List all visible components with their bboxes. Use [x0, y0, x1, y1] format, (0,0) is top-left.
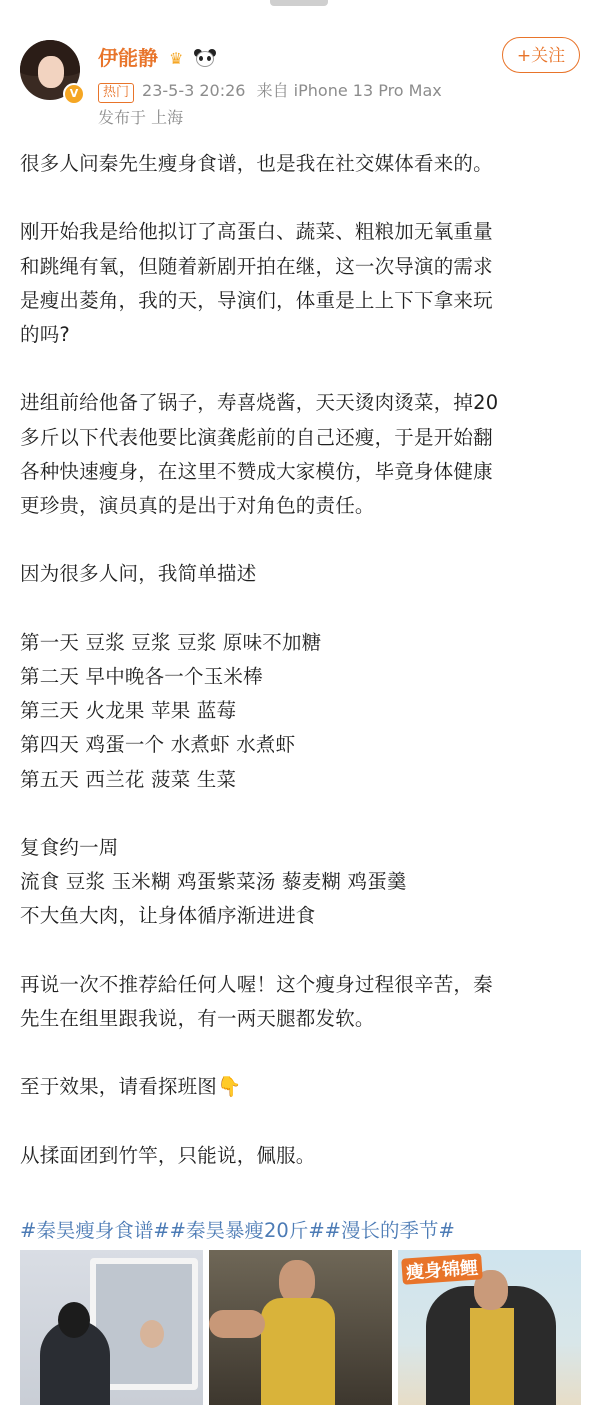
reflection-head: [140, 1320, 164, 1348]
post-content: [20, 147, 585, 1173]
post-image-3[interactable]: [398, 1250, 581, 1405]
shirt-yellow: [470, 1308, 514, 1405]
post-meta: [98, 78, 442, 103]
username[interactable]: [98, 42, 216, 71]
paragraph-gap: [20, 797, 585, 831]
post-text-line: 的吗?: [20, 323, 70, 346]
post-text-line: 再说一次不推荐給任何人喔！这个瘦身过程很辛苦，秦: [20, 972, 493, 996]
panda-icon: [194, 49, 216, 67]
post-text-line: 更珍贵，演员真的是出于对角色的责任。: [20, 494, 375, 517]
post-text-line: 因为很多人问，我简单描述: [20, 562, 257, 586]
person-head: [58, 1302, 90, 1338]
paragraph-gap: [20, 181, 585, 215]
post-text-line: 各种快速瘦身，在这里不赞成大家模仿，毕竟身体健康: [20, 459, 493, 483]
post-source: 来自 iPhone 13 Pro Max: [256, 81, 442, 100]
paragraph-gap: [20, 1036, 585, 1070]
post-location: 发布于 上海: [98, 108, 184, 127]
person-body-yellow: [261, 1298, 335, 1405]
post-text-line: 不大鱼大肉，让身体循序渐进进食: [20, 904, 316, 928]
verified-icon: V: [63, 83, 85, 105]
post-text-line: 第三天 火龙果 苹果 蓝莓: [20, 699, 237, 723]
follow-button[interactable]: +关注: [502, 37, 580, 73]
post-text-line: 从揉面团到竹竿，只能说，佩服。: [20, 1143, 316, 1167]
post-text-line: 流食 豆浆 玉米糊 鸡蛋紫菜汤 藜麦糊 鸡蛋羹: [20, 870, 407, 894]
post-text-line: 多斤以下代表他要比演龚彪前的自己还瘦，于是开始翻: [20, 425, 493, 449]
arm: [209, 1310, 265, 1338]
post-text-line: 第五天 西兰花 菠菜 生菜: [20, 767, 237, 791]
post-text-line: 很多人问秦先生瘦身食谱，也是我在社交媒体看来的。: [20, 152, 493, 175]
post-text-line: 先生在组里跟我说，有一两天腿都发软。: [20, 1006, 375, 1030]
post-header: [20, 40, 582, 130]
post-text-line: 和跳绳有氧，但随着新剧开拍在继，这一次导演的需求: [20, 254, 493, 278]
post-text-line: 第四天 鸡蛋一个 水煮虾 水煮虾: [20, 733, 296, 757]
paragraph-gap: [20, 1105, 585, 1139]
post-text-line: 复食约一周: [20, 835, 119, 859]
post-text-line: 是瘦出菱角，我的天，导演们，体重是上上下下拿来玩: [20, 288, 493, 312]
username-text: 伊能静: [98, 46, 158, 70]
image-caption: 瘦身锦鲤: [401, 1253, 483, 1285]
paragraph-gap: [20, 934, 585, 968]
paragraph-gap: [20, 592, 585, 626]
post-text-line: 进组前给他备了锅子，寿喜烧酱，天天烫肉烫菜，掉20: [20, 391, 499, 415]
drag-handle[interactable]: [270, 0, 328, 6]
paragraph-gap: [20, 352, 585, 386]
post-text-line: 第一天 豆浆 豆浆 豆浆 原味不加糖: [20, 630, 322, 654]
post-text-line: 刚开始我是给他拟订了高蛋白、蔬菜、粗粮加无氧重量: [20, 220, 493, 244]
timestamp: 23-5-3 20:26: [142, 81, 246, 100]
crown-icon: ♛: [168, 49, 184, 68]
post-image-1[interactable]: [20, 1250, 203, 1405]
post-text-line: 第二天 早中晚各一个玉米棒: [20, 664, 263, 688]
hashtag-links[interactable]: #秦昊瘦身食谱##秦昊暴瘦20斤##漫长的季节#: [20, 1219, 455, 1242]
hot-badge: 热门: [98, 83, 134, 103]
paragraph-gap: [20, 523, 585, 557]
avatar-face: [38, 56, 64, 88]
post-text-line: 至于效果，请看探班图👇: [20, 1075, 242, 1099]
post-image-2[interactable]: [209, 1250, 392, 1405]
image-grid: [20, 1250, 582, 1405]
